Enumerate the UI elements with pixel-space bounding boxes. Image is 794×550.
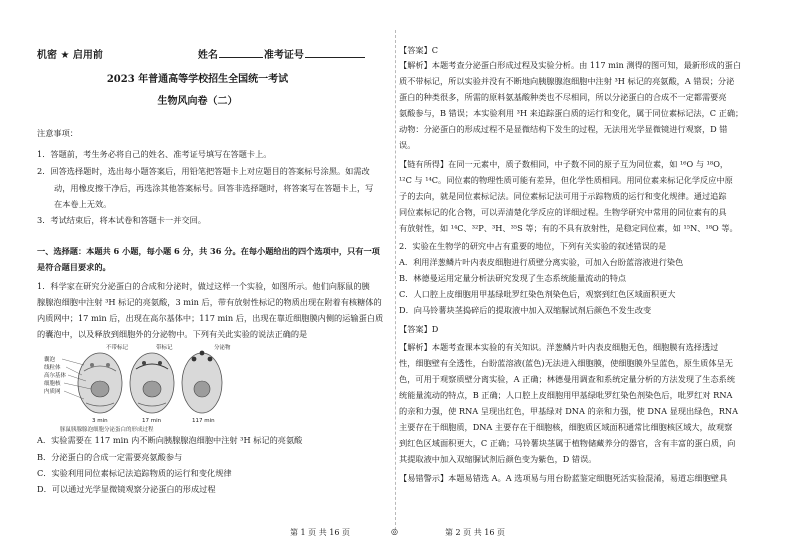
answer-line-26: 其提取液中加入双缩脲试剂后颜色变为紫色，D 错误。 — [399, 454, 597, 464]
secretion-figure — [44, 343, 231, 424]
label-unlabeled: 不带标记 — [106, 345, 129, 351]
page-divider — [395, 30, 396, 530]
label-secretion: 分泌物 — [214, 345, 231, 351]
time-3min: 3 min — [92, 418, 108, 424]
section1-heading-cont: 是符合题目要求的。 — [37, 262, 111, 272]
exam-header — [37, 46, 365, 61]
answer-line-7: 误。 — [399, 140, 416, 150]
answer-line-11: 同位素标记的化合物，可以弄清楚化学反应的详细过程。生物学研究中常用的同位素有的具 — [399, 207, 727, 217]
note-2-end: 在本卷上无效。 — [54, 199, 112, 209]
exam-subtitle: 生物风向卷（二） — [157, 96, 238, 107]
note-1: 1．答题前，考生务必将自己的姓名、准考证号填写在答题卡上。 — [37, 149, 272, 159]
note-2: 2．回答选择题时，选出每小题答案后，用铅笔把答题卡上对应题目的答案标号涂黑。如需改 — [37, 166, 370, 176]
answer-line-16: C．人口腔上皮细胞用甲基绿吡罗红染色剂染色后，观察到红色区域面积更大 — [399, 289, 676, 299]
q1-stem-1: 1．科学家在研究分泌蛋白的合成和分泌时，做过这样一个实验，如图所示。他们向豚鼠的胰 — [37, 281, 370, 291]
q1-stem-3: 内质网中；17 min 后，出现在高尔基体中；117 min 后，出现在靠近细胞膜内侧的运输蛋白质 — [37, 313, 384, 323]
answer-line-22: 统能量流动的特点，B 正确；人口腔上皮细胞用甲基绿吡罗红染色剂染色后，吡罗红对 RNA — [399, 390, 733, 400]
label-mitochondria: 线粒体 — [44, 365, 61, 371]
cell-17min — [130, 353, 174, 413]
answer-line-4: 蛋白的种类很多，所需的原料氨基酸种类也不尽相同，所以分泌蛋白的合成不一定都需要亮 — [399, 92, 727, 102]
cell-117min — [182, 351, 222, 413]
answer-line-13: 2．实验在生物学的研究中占有重要的地位，下列有关实验的叙述错误的是 — [399, 241, 667, 251]
name-blank — [219, 57, 263, 58]
answer-line-23: 的亲和力强，使 RNA 呈现出红色，甲基绿对 DNA 的亲和力强，使 DNA 显现出绿色，RNA — [399, 406, 739, 416]
answer-line-17: D．向马铃薯块茎捣碎后的提取液中加入双缩脲试剂后颜色不发生改变 — [399, 305, 652, 315]
cell-3min — [78, 353, 122, 413]
answer-line-15: B．林德曼运用定量分析法研究发现了生态系统能量流动的特点 — [399, 273, 627, 283]
q1-stem-4: 的囊泡中，以及释放到细胞外的分泌物中。下列有关此实验的说法正确的是 — [37, 329, 308, 339]
notes-title: 注意事项： — [37, 128, 78, 138]
answer-line-9: ¹²C 与 ¹⁴C。同位素的物理性质可能有差异，但化学性质相同。用同位素来标记化学反应中原 — [399, 175, 733, 185]
answer-line-19: 【解析】本题考查课本实验的有关知识。洋葱鳞片叶内表皮细胞无色，细胞膜有选择透过 — [399, 342, 719, 352]
ticket-label: 准考证号 — [263, 50, 304, 61]
answer-line-1: 【答案】C — [399, 45, 439, 55]
secret-label: 机密 ★ 启用前 — [37, 50, 103, 61]
q1-option-a: A．实验需要在 117 min 内不断向胰腺腺泡细胞中注射 ³H 标记的亮氨酸 — [37, 435, 303, 445]
answer-line-20: 性，细胞壁有全透性，台盼蓝溶液(蓝色)无法进入细胞膜，使细胞膜外呈蓝色，原生质体呈无 — [399, 358, 733, 368]
answer-line-27: 【易错警示】本题易错选 A。A 选项易与用台盼蓝鉴定细胞死活实验混淆，易道忘细胞壁具 — [399, 473, 728, 483]
answer-line-2: 【解析】本题考查分泌蛋白形成过程及实验分析。由 117 min 测得的图可知，最新形成的蛋白 — [399, 60, 742, 70]
ticket-blank — [305, 57, 365, 58]
note-2-cont: 动，用橡皮擦干净后，再选涂其他答案标号。回答非选择题时，将答案写在答题卡上，写 — [54, 183, 374, 193]
center-mark: ◎ — [391, 527, 398, 536]
answer-line-5: 氨酸参与，B 错误；本实验利用 ³H 来追踪蛋白质的运行和变化，属于同位素标记法，C 正确； — [399, 108, 744, 118]
q1-option-b: B．分泌蛋白的合成一定需要亮氨酸参与 — [37, 452, 183, 462]
answer-line-14: A．利用洋葱鳞片叶内表皮细胞进行质壁分离实验，可加入台盼蓝溶液进行染色 — [399, 257, 684, 267]
q1-stem-2: 腺腺泡细胞中注射 ³H 标记的亮氨酸，3 min 后，带有放射性标记的物质出现在附着有核糖体的 — [37, 297, 382, 307]
answer-line-3: 质不带标记，所以实验并没有不断地向胰腺腺泡细胞中注射 ³H 标记的亮氨酸，A 错误；分泌 — [399, 76, 735, 86]
right-page-footer: 第 2 页 共 16 页 — [445, 528, 505, 537]
name-label: 姓名 — [197, 50, 218, 61]
answer-line-24: 主要存在于细胞质，DNA 主要存在于细胞核，细胞质区域面积通常比细胞核区域大，故观察 — [399, 422, 733, 432]
left-page-footer: 第 1 页 共 16 页 — [290, 528, 350, 537]
exam-title: 2023 年普通高等学校招生全国统一考试 — [106, 74, 289, 85]
q1-option-d: D．可以通过光学显微镜观察分泌蛋白的形成过程 — [37, 484, 216, 494]
answer-line-6: 动物：分泌蛋白的形成过程不是显微结构下发生的过程，无法用光学显微镜进行观察，D 错 — [399, 124, 728, 134]
answer-line-10: 子的去向，就是同位素标记法。同位素标记法可用于示踪物质的运行和变化规律。通过追踪 — [399, 191, 727, 201]
answer-line-25: 到红色区域面积更大，C 正确；马铃薯块茎属于植物储藏养分的器官，含有丰富的蛋白质，向 — [399, 438, 736, 448]
label-vesicle: 囊泡 — [44, 357, 56, 363]
label-golgi: 高尔基体 — [44, 373, 67, 379]
label-nucleus: 细胞核 — [44, 381, 61, 387]
time-117min: 117 min — [192, 418, 215, 424]
q1-option-c: C．实验利用同位素标记法追踪物质的运行和变化规律 — [37, 468, 232, 478]
figure-caption: 豚鼠胰腺腺泡细胞分泌蛋白的形成过程 — [60, 427, 154, 433]
section1-heading: 一、选择题：本题共 6 小题，每小题 6 分，共 36 分。在每小题给出的四个选项中，只有一项 — [37, 246, 380, 256]
note-3: 3．考试结束后，将本试卷和答题卡一并交回。 — [37, 215, 206, 225]
time-17min: 17 min — [142, 418, 162, 424]
answer-line-12: 有放射性，如 ¹⁴C、³²P、³H、³⁵S 等；有的不具有放射性，是稳定同位素，如 ¹⁵N、¹⁸O 等。 — [399, 223, 738, 233]
label-er: 内质网 — [44, 389, 61, 395]
answer-line-8: 【链有所得】在同一元素中，质子数相同，中子数不同的原子互为同位素，如 ¹⁶O 与 ¹⁸O， — [399, 159, 729, 169]
answer-line-18: 【答案】D — [399, 324, 439, 334]
answer-line-21: 色，可用于观察质壁分离实验，A 正确；林德曼用调查和系统定量分析的方法发现了生态系统 — [399, 374, 736, 384]
label-labeled: 带标记 — [156, 345, 173, 351]
